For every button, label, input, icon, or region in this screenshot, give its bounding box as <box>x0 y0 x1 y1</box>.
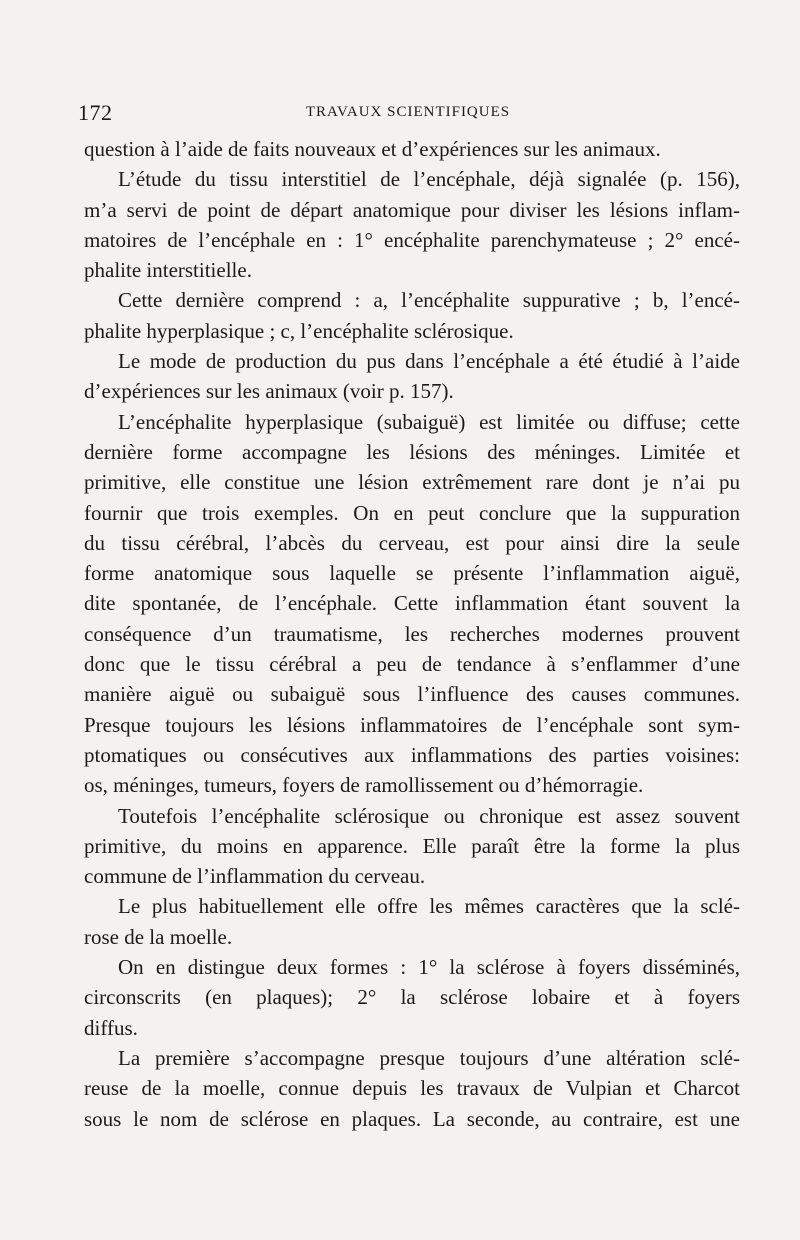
text-line: primitive, du moins en apparence. Elle paraît être la forme la plus <box>84 833 740 858</box>
text-line: primitive, elle constitue une lésion extrêmement rare dont je n’ai pu <box>84 470 740 495</box>
page-number: 172 <box>78 100 113 125</box>
page-header <box>78 100 738 130</box>
text-line: La première s’accompagne presque toujours d’une altération sclé- <box>118 1045 740 1070</box>
text-line: reuse de la moelle, connue depuis les travaux de Vulpian et Charcot <box>84 1076 740 1101</box>
text-line: Toutefois l’encéphalite sclérosique ou chronique est assez souvent <box>118 803 740 828</box>
text-line: On en distingue deux formes : 1° la sclérose à foyers disséminés, <box>118 955 740 980</box>
text-line: dite spontanée, de l’encéphale. Cette inflammation étant souvent la <box>84 591 740 616</box>
text-line: manière aiguë ou subaiguë sous l’influence des causes communes. <box>84 682 740 707</box>
text-line: Presque toujours les lésions inflammatoires de l’encéphale sont sym- <box>84 712 740 737</box>
text-line: L’étude du tissu interstitiel de l’encéphale, déjà signalée (p. 156), <box>118 167 740 192</box>
text-line: Cette dernière comprend : a, l’encéphalite suppurative ; b, l’encé- <box>118 288 740 313</box>
text-line: forme anatomique sous laquelle se présente l’inflammation aiguë, <box>84 561 740 586</box>
text-line: conséquence d’un traumatisme, les recherches modernes prouvent <box>84 621 740 646</box>
text-line: d’expériences sur les animaux (voir p. 157). <box>84 379 454 404</box>
body-text <box>84 134 740 1134</box>
text-line: Le plus habituellement elle offre les mêmes caractères que la sclé- <box>118 894 740 919</box>
text-line: dernière forme accompagne les lésions des méninges. Limitée et <box>84 439 740 464</box>
text-line: ptomatiques ou consécutives aux inflammations des parties voisines: <box>84 742 740 767</box>
text-line: fournir que trois exemples. On en peut conclure que la suppuration <box>84 500 740 525</box>
running-title: TRAVAUX SCIENTIFIQUES <box>305 104 511 120</box>
text-line: matoires de l’encéphale en : 1° encéphalite parenchymateuse ; 2° encé- <box>84 227 740 252</box>
text-line: sous le nom de sclérose en plaques. La seconde, au contraire, est une <box>84 1106 740 1131</box>
text-line: du tissu cérébral, l’abcès du cerveau, est pour ainsi dire la seule <box>84 530 740 555</box>
text-line: question à l’aide de faits nouveaux et d’expériences sur les animaux. <box>84 137 661 161</box>
text-line: L’encéphalite hyperplasique (subaiguë) est limitée ou diffuse; cette <box>118 409 740 434</box>
text-line: donc que le tissu cérébral a peu de tendance à s’enflammer d’une <box>84 652 740 677</box>
text-line: circonscrits (en plaques); 2° la sclérose lobaire et à foyers <box>84 985 740 1010</box>
text-line: m’a servi de point de départ anatomique pour diviser les lésions inflam- <box>84 197 740 222</box>
text-line: Le mode de production du pus dans l’encéphale a été étudié à l’aide <box>118 349 740 374</box>
text-line: phalite hyperplasique ; c, l’encéphalite sclérosique. <box>84 318 514 343</box>
text-line: os, méninges, tumeurs, foyers de ramollissement ou d’hémorragie. <box>84 773 644 798</box>
text-line: commune de l’inflammation du cerveau. <box>84 864 426 889</box>
text-line: diffus. <box>84 1015 138 1040</box>
text-line: rose de la moelle. <box>84 924 233 949</box>
text-line: phalite interstitielle. <box>84 258 252 283</box>
